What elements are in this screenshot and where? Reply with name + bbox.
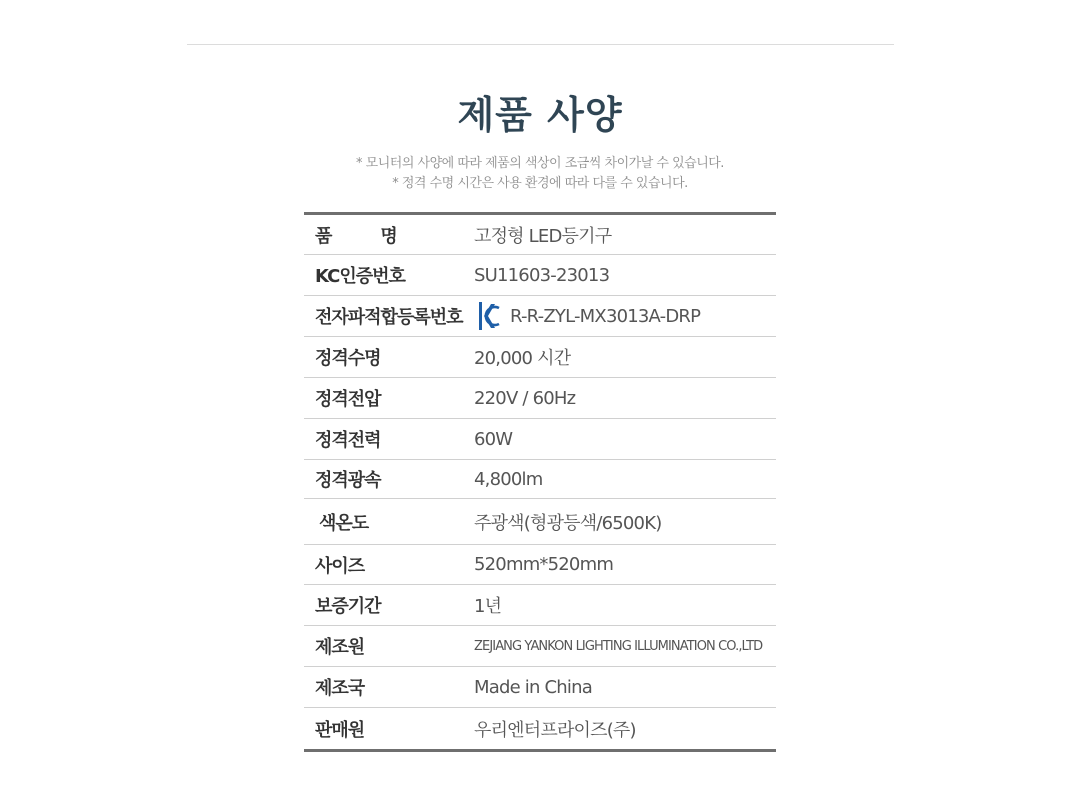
spec-row-emc-registration (304, 296, 776, 337)
spec-value: 220V / 60Hz (474, 387, 576, 409)
top-divider (187, 44, 894, 45)
spec-value: 주광색(형광등색/6500K) (474, 512, 662, 534)
spec-value: 1년 (474, 596, 502, 617)
spec-value: 520mm*520mm (474, 554, 614, 575)
spec-label: KC인증번호 (315, 266, 405, 287)
spec-row-size (304, 545, 776, 585)
spec-value: SU11603-23013 (474, 264, 610, 286)
page-title: 제품 사양 (457, 93, 623, 137)
spec-row-kc-cert (304, 255, 776, 296)
kc-mark-icon (478, 301, 500, 331)
spec-row-rated-voltage (304, 378, 776, 419)
spec-row-rated-power (304, 419, 776, 460)
spec-label: 정격전력 (315, 430, 381, 451)
spec-label: 정격광속 (315, 470, 381, 491)
spec-label: 사이즈 (315, 555, 365, 577)
spec-value: Made in China (474, 676, 592, 698)
spec-label: 제조원 (315, 637, 365, 658)
spec-value: ZEJIANG YANKON LIGHTING ILLUMINATION CO.,LTD (474, 638, 763, 654)
spec-label: 색온도 (319, 512, 369, 534)
emc-number: R-R-ZYL-MX3013A-DRP (510, 305, 701, 327)
spec-label: 정격수명 (315, 348, 381, 369)
note-lifespan: * 정격 수명 시간은 사용 환경에 따라 다를 수 있습니다. (392, 176, 688, 191)
spec-value: 우리엔터프라이즈(주) (474, 719, 636, 741)
spec-value: 20,000 시간 (474, 348, 571, 369)
spec-row-rated-life (304, 337, 776, 378)
spec-label: 품 명 (315, 225, 398, 247)
spec-value (474, 301, 776, 331)
spec-row-country (304, 667, 776, 708)
spec-row-manufacturer (304, 626, 776, 667)
spec-label: 전자파적합등록번호 (315, 307, 463, 328)
spec-row-seller (304, 708, 776, 749)
spec-label: 보증기간 (315, 596, 381, 617)
notes (0, 154, 1080, 194)
spec-label: 정격전압 (315, 389, 381, 410)
spec-value: 60W (474, 428, 513, 450)
spec-label: 판매원 (315, 719, 365, 741)
note-color-difference: * 모니터의 사양에 따라 제품의 색상이 조금씩 차이가날 수 있습니다. (356, 156, 724, 171)
spec-value: 4,800lm (474, 468, 543, 490)
spec-row-color-temp (304, 499, 776, 545)
spec-table (304, 212, 776, 752)
spec-value: 고정형 LED등기구 (474, 225, 612, 247)
spec-row-luminous-flux (304, 460, 776, 499)
spec-row-warranty (304, 585, 776, 626)
spec-row-product-name (304, 215, 776, 255)
spec-label: 제조국 (315, 678, 365, 699)
